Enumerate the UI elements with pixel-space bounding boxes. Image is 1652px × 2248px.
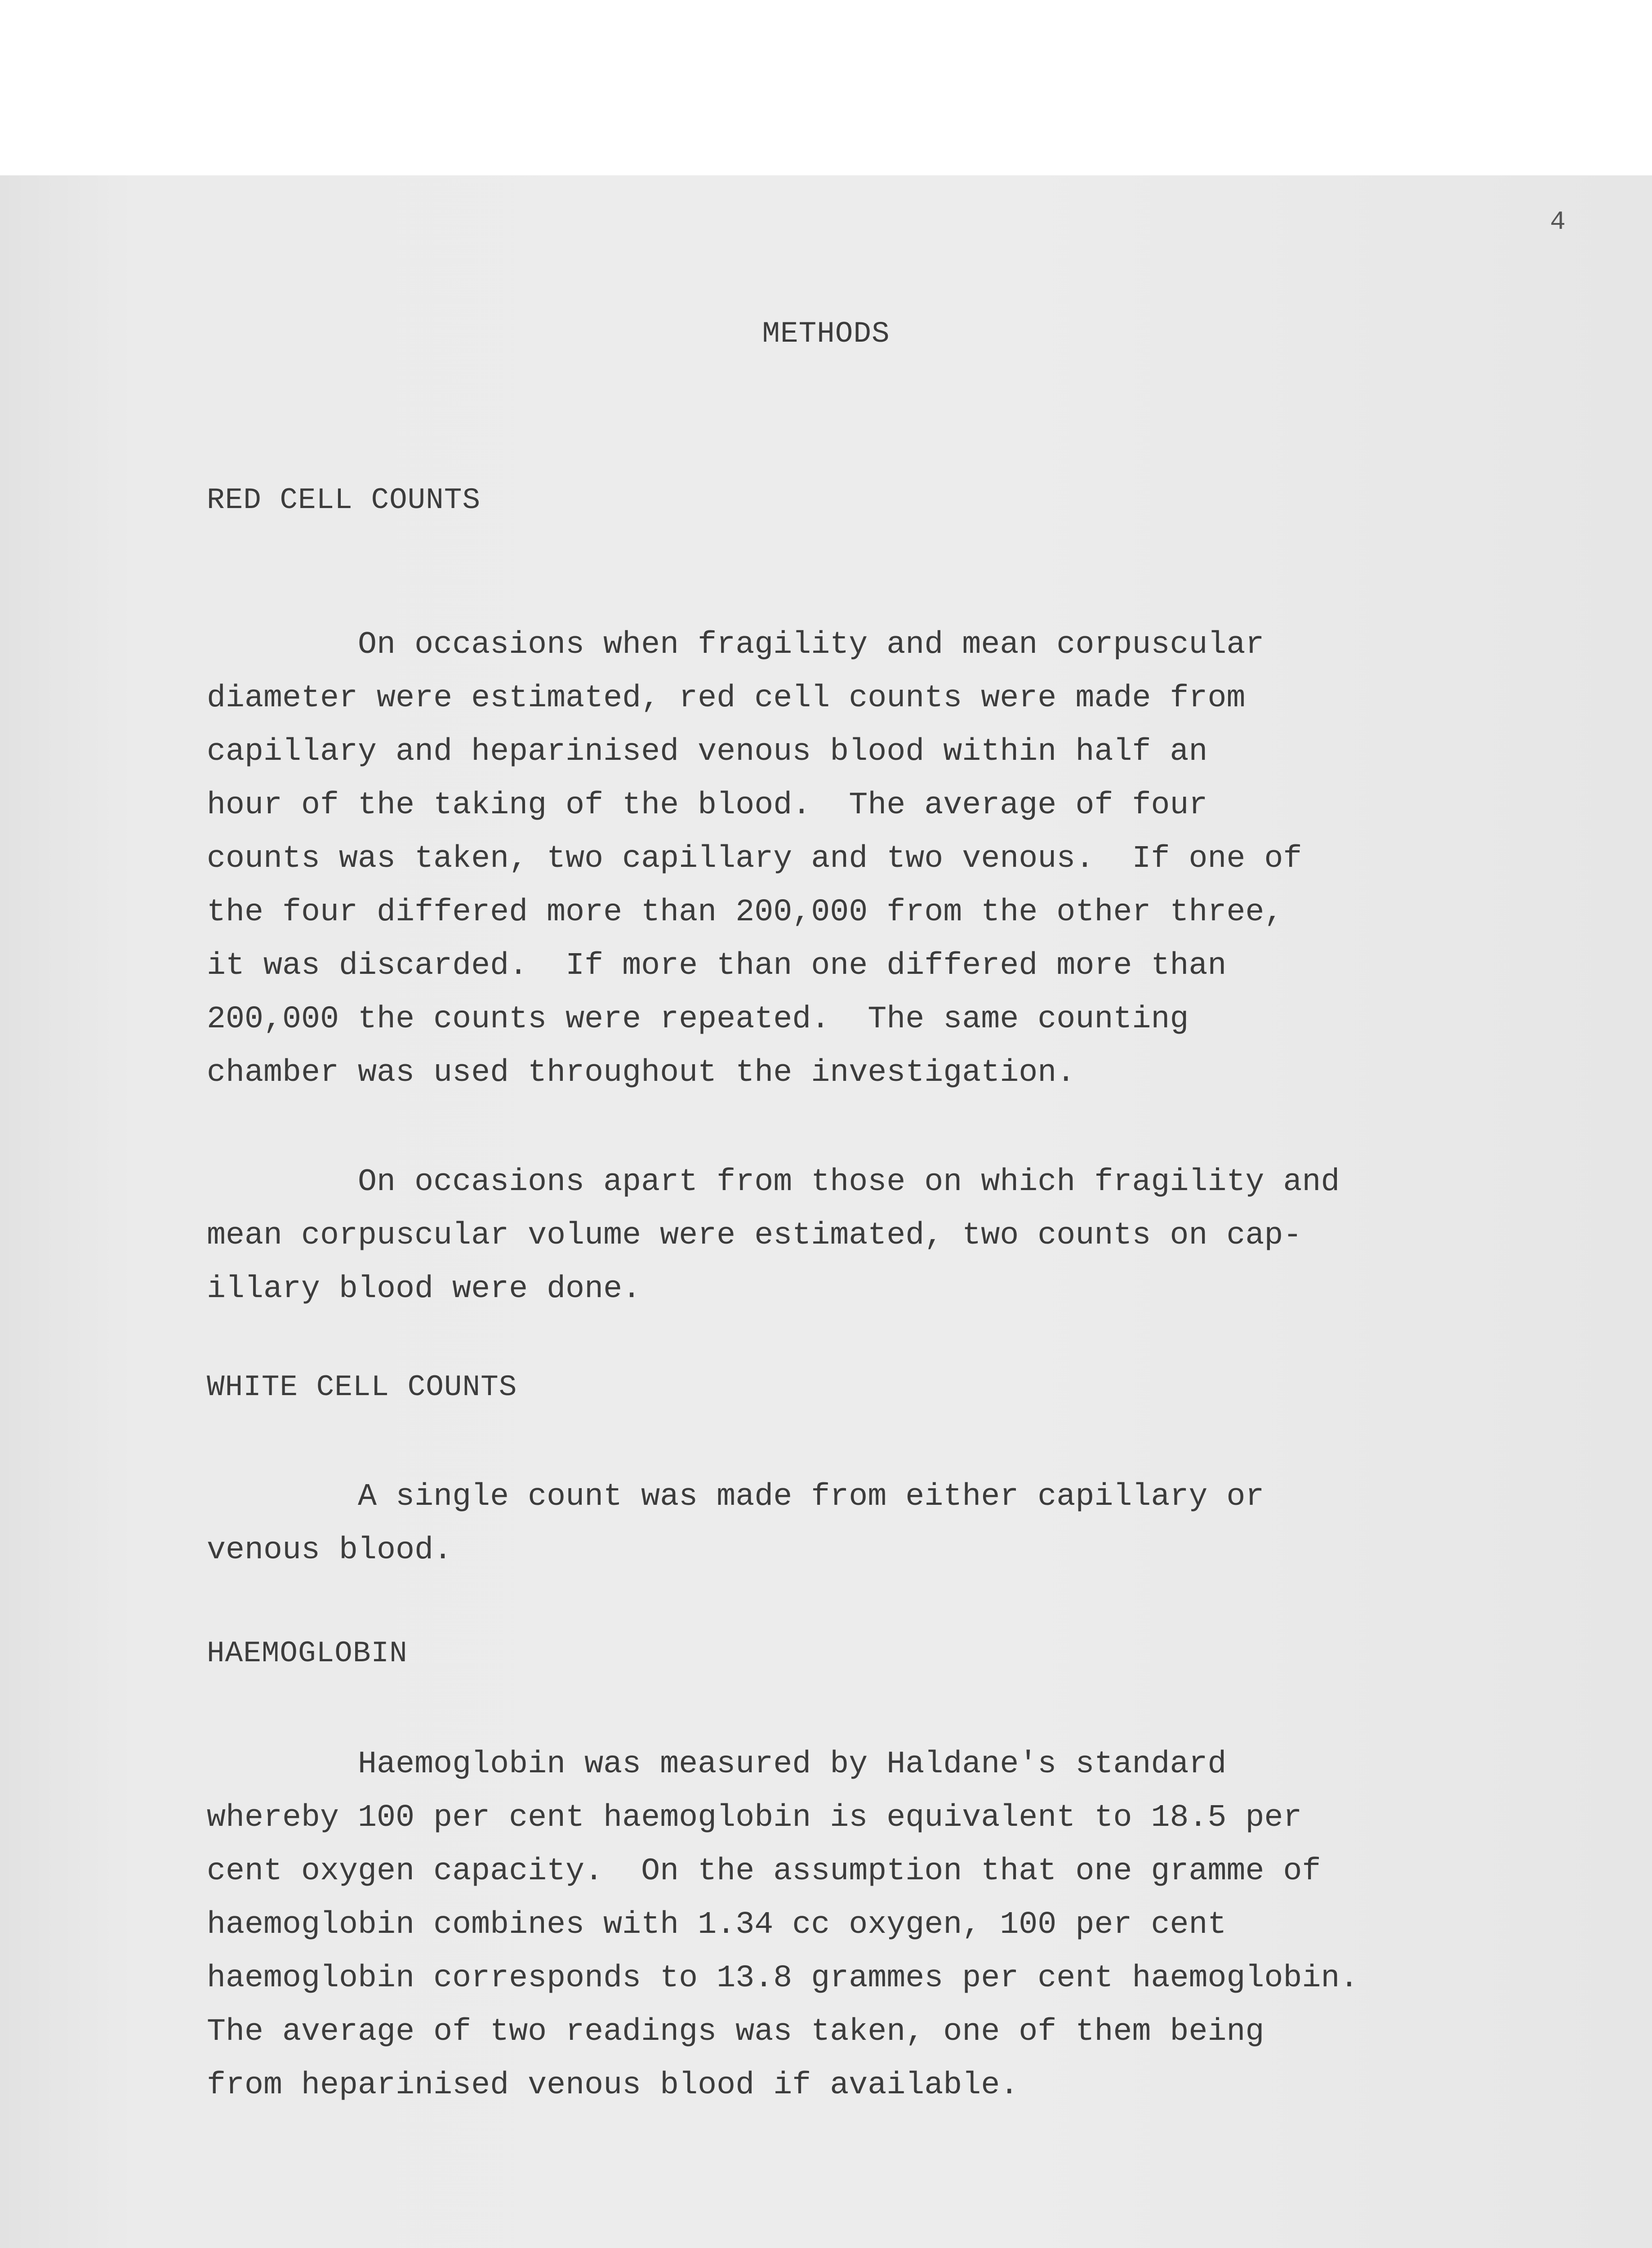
- section-heading-red-cell-counts: RED CELL COUNTS: [207, 483, 481, 517]
- paragraph-haemoglobin: Haemoglobin was measured by Haldane's standard whereby 100 per cent haemoglobin is equivalent to 18.5 per cent oxygen capacity. On the assumption that one gramme of haemoglobin combines with 1.34 cc oxygen, 100 per cent haemoglobin corresponds to 13.8 grammes per cent haemoglobin. The average of two readings was taken, one of them being from heparinised venous blood if available.: [207, 1747, 1359, 2103]
- section-heading-haemoglobin: HAEMOGLOBIN: [207, 1637, 408, 1670]
- paragraph-red-cell-counts-2: On occasions apart from those on which fragility and mean corpuscular volume were estimated, two counts on cap- illary blood were done.: [207, 1164, 1340, 1307]
- page-title: METHODS: [762, 317, 890, 351]
- paragraph-white-cell-counts: A single count was made from either capillary or venous blood.: [207, 1479, 1265, 1568]
- paragraph-red-cell-counts-1: On occasions when fragility and mean corpuscular diameter were estimated, red cell counts were made from capillary and heparinised venous blood within half an hour of the taking of the blood. The average of four counts was taken, two capillary and two venous. If one of the four differed more than 200,000 from the other three, it was discarded. If more than one differed more than 200,000 the counts were repeated. The same counting chamber was used throughout the investigation.: [207, 627, 1302, 1091]
- page-number: 4: [1550, 208, 1566, 237]
- section-heading-white-cell-counts: WHITE CELL COUNTS: [207, 1370, 517, 1404]
